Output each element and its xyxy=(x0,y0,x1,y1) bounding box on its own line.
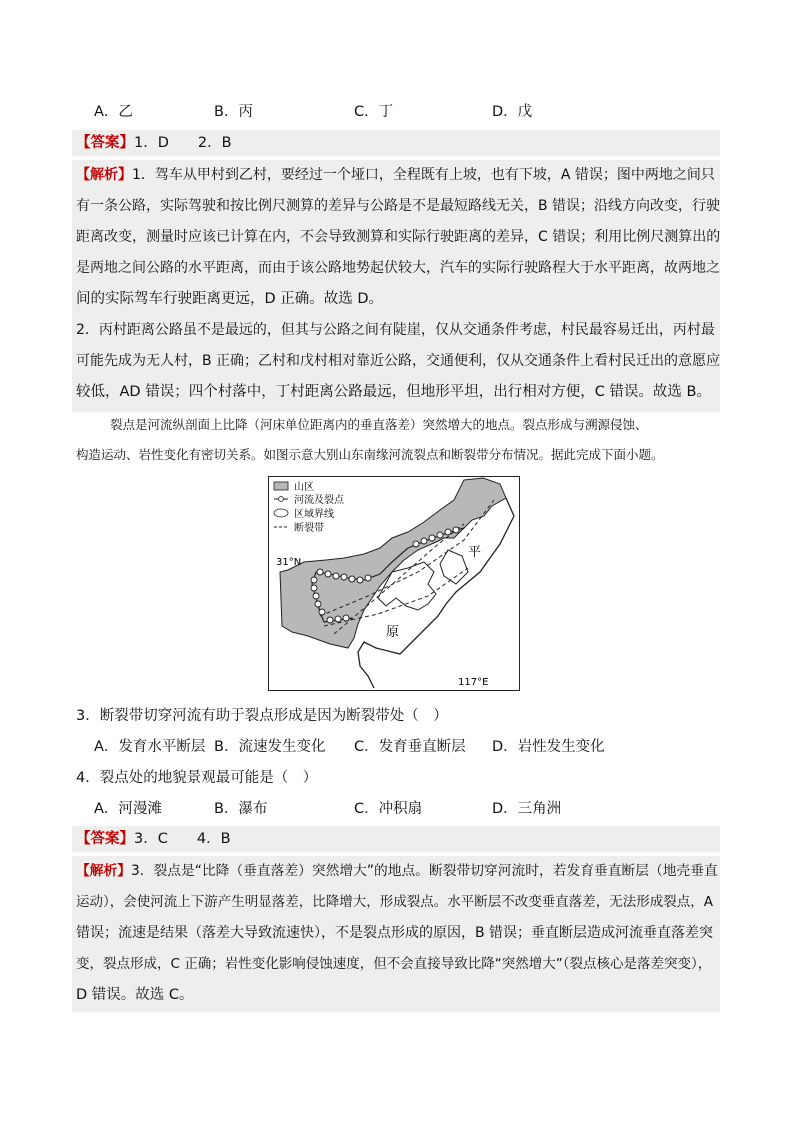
option-a: A．乙 xyxy=(94,104,133,120)
legend-label: 山区 xyxy=(294,482,314,493)
option-d: D．岩性发生变化 xyxy=(492,739,605,755)
analysis-line: 可能先成为无人村，B 正确；乙村和戊村相对靠近公路，交通便利，仅从交通条件上看村民迁出的意愿应 xyxy=(76,353,721,369)
answer-tag: 【答案】 xyxy=(76,831,134,847)
legend-label: 区域界线 xyxy=(294,509,334,520)
answer-text: 1．D 2．B xyxy=(134,135,232,151)
option-a: A．发育水平断层 xyxy=(94,739,206,755)
analysis-line: 变，裂点形成，C 正确；岩性变化影响侵蚀速度，但不会直接导致比降“突然增大”（裂点核心是落差突变）， xyxy=(76,956,712,972)
answer-tag: 【答案】 xyxy=(76,135,134,151)
analysis-line: 【解析】1．驾车从甲村到乙村，要经过一个垭口，全程既有上坡，也有下坡，A 错误；图中两地之间只 xyxy=(76,167,715,183)
answer-line xyxy=(76,133,232,153)
analysis-line: D 错误。故选 C。 xyxy=(76,987,194,1003)
legend-mountain-swatch xyxy=(274,482,288,490)
legend-label: 河流及裂点 xyxy=(294,495,344,506)
question-stem: 4．裂点处的地貌景观最可能是（ ） xyxy=(76,770,318,786)
analysis-tag: 【解析】 xyxy=(76,167,132,183)
fault-map xyxy=(268,476,520,691)
option-c: C．发育垂直断层 xyxy=(354,739,466,755)
analysis-line: 间的实际驾车行驶距离更远，D 正确。故选 D。 xyxy=(76,291,384,307)
longitude-label: 117°E xyxy=(458,677,489,688)
option-b: B．瀑布 xyxy=(214,801,268,817)
option-c: C．冲积扇 xyxy=(354,801,423,817)
legend-label: 断裂带 xyxy=(294,523,324,534)
option-b: B．流速发生变化 xyxy=(214,739,326,755)
analysis-line: 是两地之间公路的水平距离，而由于该公路地势起伏较大，汽车的实际行驶路程大于水平距离，故两地之 xyxy=(76,260,720,276)
analysis-line: 运动），会使河流上下游产生明显落差，比降增大，形成裂点。水平断层不改变垂直落差，无法形成裂点，A xyxy=(76,894,713,910)
plain-char: 原 xyxy=(386,625,400,640)
option-d: D．三角洲 xyxy=(492,801,562,817)
analysis-line: 错误；流速是结果（落差大导致流速快），不是裂点形成的原因，B 错误；垂直断层造成河流垂直落差突 xyxy=(76,925,714,941)
intro-line: 构造运动、岩性变化有密切关系。如图示意大别山东南缘河流裂点和断裂带分布情况。据此完成下面小题。 xyxy=(76,447,664,462)
option-c: C．丁 xyxy=(354,104,394,120)
answer-line xyxy=(76,829,231,849)
analysis-tag: 【解析】 xyxy=(76,863,132,879)
intro-line: 裂点是河流纵剖面上比降（河床单位距离内的垂直落差）突然增大的地点。裂点形成与溯源侵蚀、 xyxy=(110,417,648,432)
analysis-line: 有一条公路，实际驾驶和按比例尺测算的差异与公路是不是最短路线无关，B 错误；沿线方向改变，行驶 xyxy=(76,198,721,214)
answer-text: 3．C 4．B xyxy=(134,831,231,847)
analysis-line: 距离改变，测量时应该已计算在内，不会导致测算和实际行驶距离的差异，C 错误；利用比例尺测算出的 xyxy=(76,229,721,245)
option-a: A．河漫滩 xyxy=(94,801,162,817)
option-b: B．丙 xyxy=(214,104,253,120)
option-d: D．戊 xyxy=(492,104,533,120)
analysis-line: 2．丙村距离公路虽不是最远的，但其与公路之间有陡崖，仅从交通条件考虑，村民最容易迁出，丙村最 xyxy=(76,322,715,338)
plain-char: 平 xyxy=(468,545,482,560)
legend-river-swatch xyxy=(279,497,284,502)
analysis-line: 【解析】3．裂点是“比降（垂直落差）突然增大”的地点。断裂带切穿河流时，若发育垂直断层（地壳垂直 xyxy=(76,863,718,879)
analysis-line: 较低，AD 错误；四个村落中，丁村距离公路最远，但地形平坦，出行相对方便，C 错误。故选 B。 xyxy=(76,384,711,400)
latitude-label: 31°N xyxy=(276,557,302,568)
question-stem: 3．断裂带切穿河流有助于裂点形成是因为断裂带处（ ） xyxy=(76,708,448,724)
